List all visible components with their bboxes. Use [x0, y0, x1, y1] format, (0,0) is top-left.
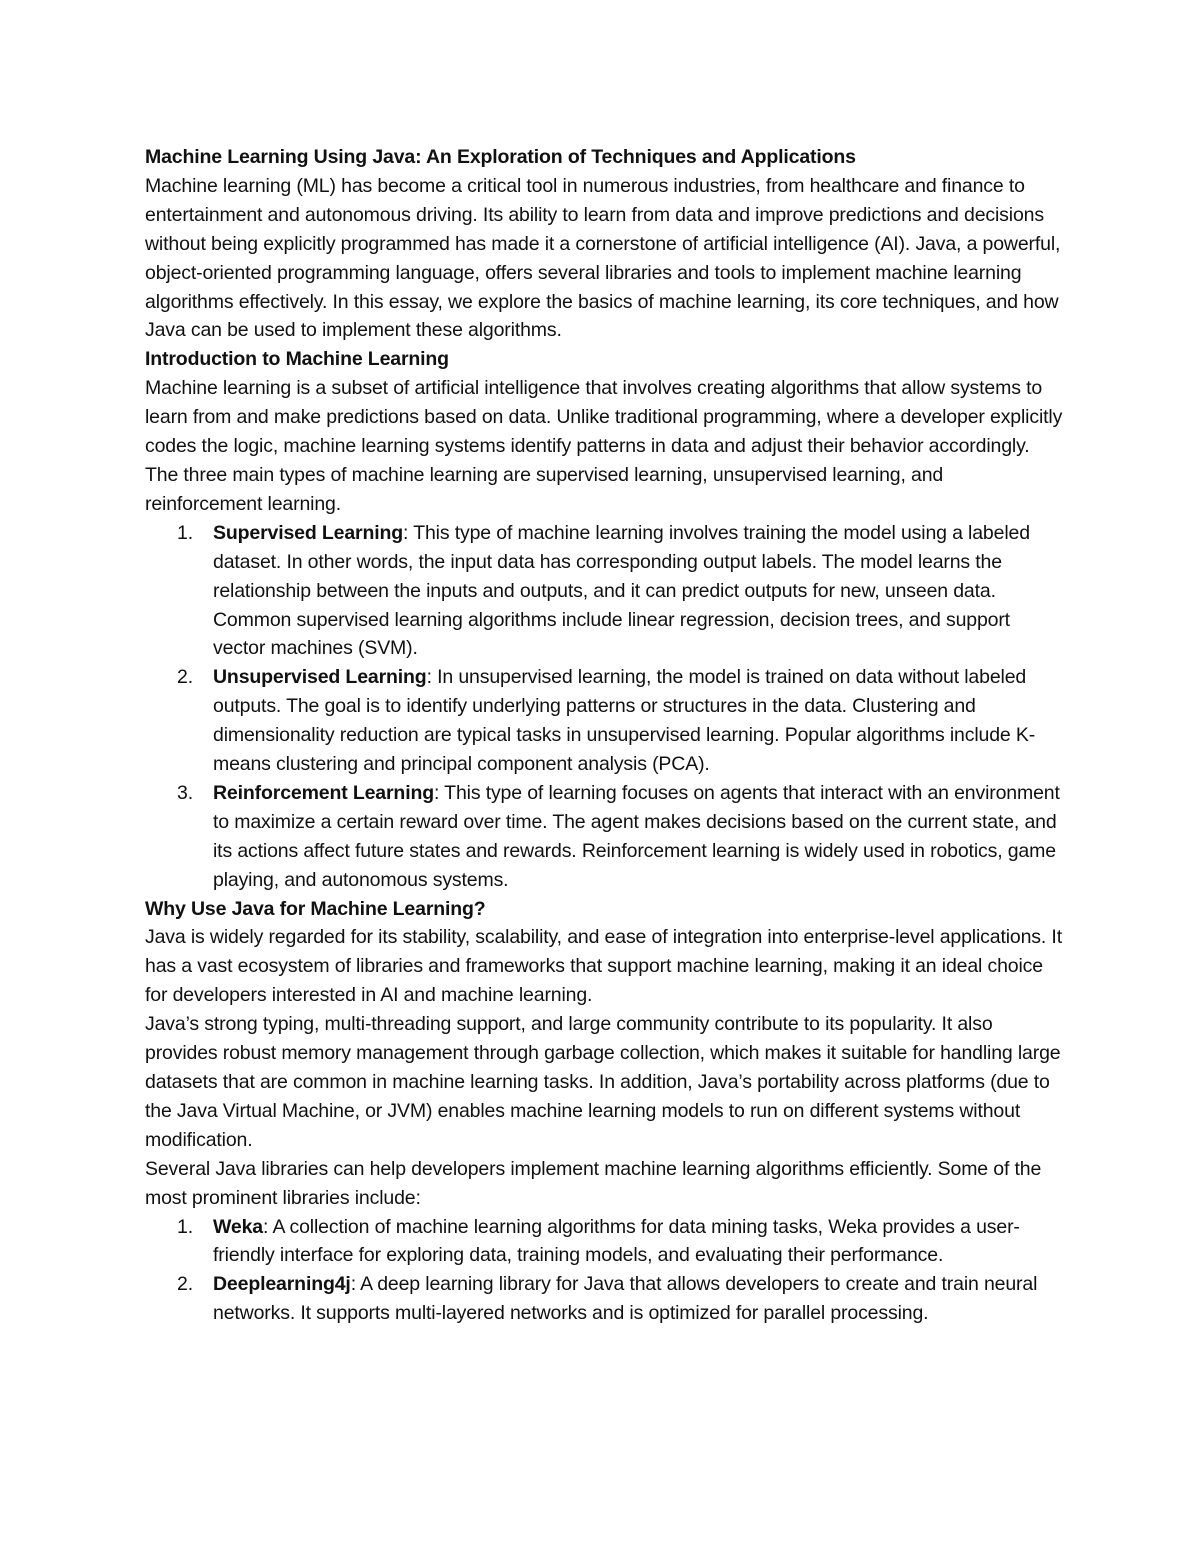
- java-libraries-list: [145, 1213, 1065, 1329]
- section-paragraph-why-java-3: Several Java libraries can help developers implement machine learning algorithms efficiently. Some of the most prominent libraries include:: [145, 1157, 1042, 1209]
- list-number: 1.: [177, 521, 193, 544]
- list-text: : This type of machine learning involves training the model using a labeled dataset. In other words, the input data has corresponding output labels. The model learns the relationship between the inputs and outputs, and it can predict outputs for new, unseen data. Common supervised learning algorithms include linear regression, decision trees, and support vector machines (SVM).: [213, 521, 1030, 660]
- list-text: : A deep learning library for Java that allows developers to create and train neural networks. It supports multi-layered networks and is optimized for parallel processing.: [213, 1273, 1038, 1325]
- list-term: Supervised Learning: [213, 521, 404, 544]
- section-paragraph-why-java-1: Java is widely regarded for its stability, scalability, and ease of integration into enterprise-level applications. It has a vast ecosystem of libraries and frameworks that support machine learning, making it an ideal choice for developers interested in AI and machine learning.: [145, 926, 1062, 1007]
- list-item-reinforcement: [177, 779, 1065, 895]
- section-paragraph-why-java-2: Java’s strong typing, multi-threading support, and large community contribute to its popularity. It also provides robust memory management through garbage collection, which makes it suitable for handling large datasets that are common in machine learning tasks. In addition, Java’s portability across platforms (due to the Java Virtual Machine, or JVM) enables machine learning models to run on different systems without modification.: [145, 1013, 1061, 1151]
- list-term: Reinforcement Learning: [213, 781, 434, 804]
- section-paragraph-introduction: Machine learning is a subset of artificial intelligence that involves creating algorithms that allow systems to learn from and make predictions based on data. Unlike traditional programming, where a developer explicitly codes the logic, machine learning systems identify patterns in data and adjust their behavior accordingly. The three main types of machine learning are supervised learning, unsupervised learning, and reinforcement learning.: [145, 377, 1063, 515]
- list-item-deeplearning4j: [177, 1270, 1065, 1328]
- list-item-supervised: [177, 519, 1065, 664]
- list-text: : This type of learning focuses on agents that interact with an environment to maximize a certain reward over time. The agent makes decisions based on the current state, and its actions affect future states and rewards. Reinforcement learning is widely used in robotics, game playing, and autonomous systems.: [213, 781, 1060, 891]
- list-term: Weka: [213, 1215, 263, 1238]
- section-heading-why-java: Why Use Java for Machine Learning?: [145, 897, 486, 920]
- ml-types-list: [145, 519, 1065, 895]
- list-term: Deeplearning4j: [213, 1273, 351, 1296]
- list-number: 2.: [177, 666, 193, 689]
- intro-paragraph: Machine learning (ML) has become a critical tool in numerous industries, from healthcare and finance to entertainment and autonomous driving. Its ability to learn from data and improve predictions and decisions without being explicitly programmed has made it a cornerstone of artificial intelligence (AI). Java, a powerful, object-oriented programming language, offers several libraries and tools to implement machine learning algorithms effectively. In this essay, we explore the basics of machine learning, its core techniques, and how Java can be used to implement these algorithms.: [145, 174, 1061, 342]
- list-number: 1.: [177, 1215, 193, 1238]
- list-item-unsupervised: [177, 663, 1065, 779]
- document-title: Machine Learning Using Java: An Exploration of Techniques and Applications: [145, 146, 856, 168]
- document-page: [145, 143, 1065, 1328]
- list-term: Unsupervised Learning: [213, 666, 427, 689]
- list-text: : A collection of machine learning algorithms for data mining tasks, Weka provides a user-friendly interface for exploring data, training models, and evaluating their performance.: [213, 1215, 1020, 1267]
- list-number: 2.: [177, 1273, 193, 1296]
- list-item-weka: [177, 1213, 1065, 1271]
- section-heading-introduction: Introduction to Machine Learning: [145, 348, 449, 371]
- list-text: : In unsupervised learning, the model is trained on data without labeled outputs. The goal is to identify underlying patterns or structures in the data. Clustering and dimensionality reduction are typical tasks in unsupervised learning. Popular algorithms include K-means clustering and principal component analysis (PCA).: [213, 666, 1036, 776]
- list-number: 3.: [177, 781, 193, 804]
